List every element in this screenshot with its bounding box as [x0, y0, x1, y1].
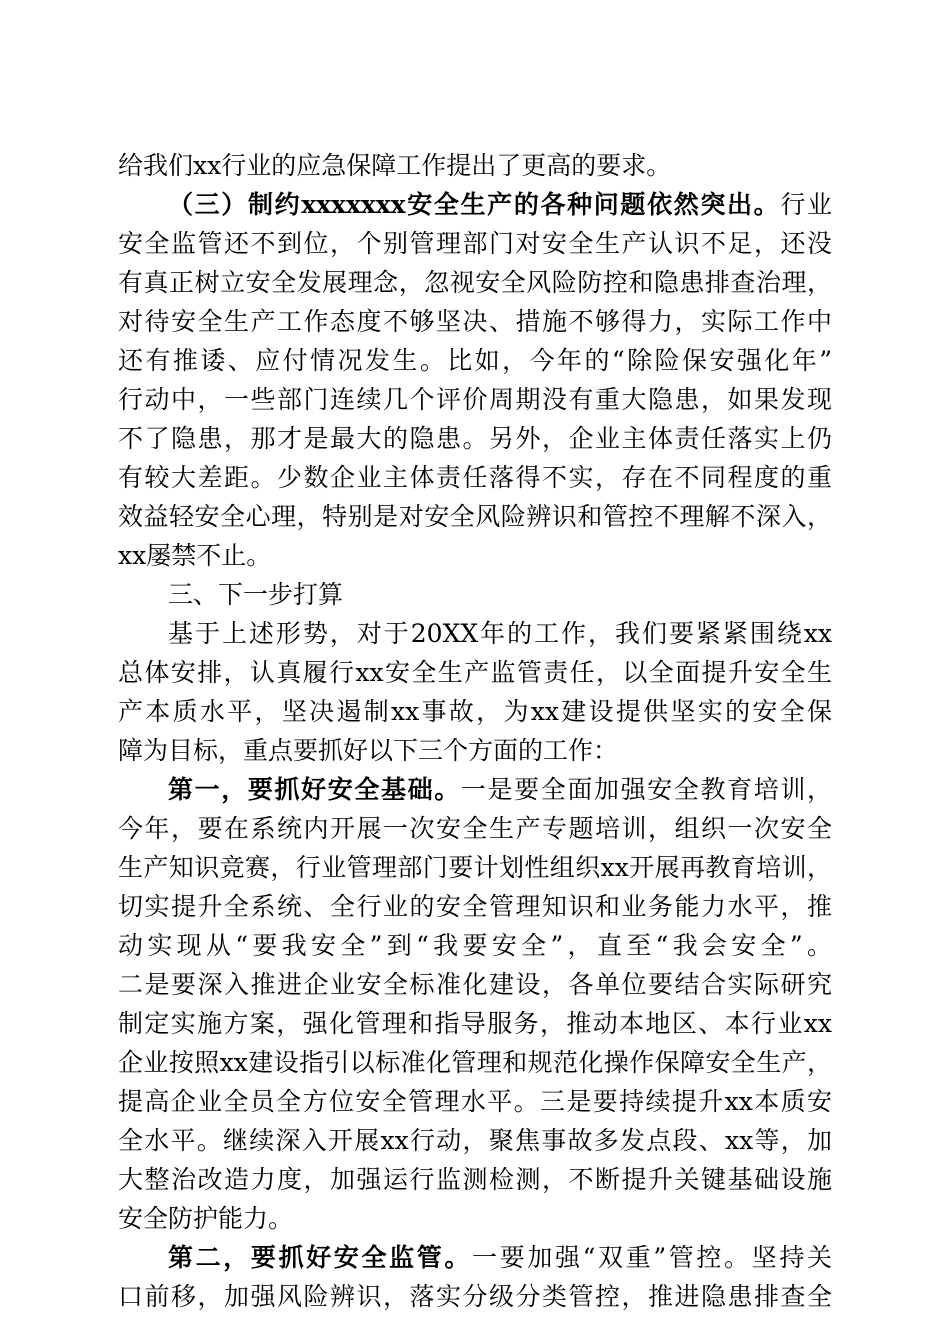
text-line: 二是要深入推进企业安全标准化建设，各单位要结合实际研究: [118, 970, 832, 999]
text-line: 安全防护能力。: [118, 1204, 294, 1233]
text-line: 有较大差距。少数企业主体责任落得不实，存在不同程度的重: [118, 463, 832, 492]
text-line: 生产知识竞赛，行业管理部门要计划性组织xx开展再教育培训，: [118, 853, 832, 882]
section-heading: 第一，要抓好安全基础。: [168, 775, 461, 804]
text-line: 切实提升全系统、全行业的安全管理知识和业务能力水平，推: [118, 892, 832, 921]
text-line: 总体安排，认真履行xx安全生产监管责任，以全面提升安全生: [118, 658, 832, 687]
text-line: 障为目标，重点要抓好以下三个方面的工作：: [118, 736, 619, 765]
text-line: 大整治改造力度，加强运行监测检测，不断提升关键基础设施: [118, 1165, 832, 1194]
text-line: 产本质水平，坚决遏制xx事故，为xx建设提供坚实的安全保: [118, 697, 832, 726]
text-line: 给我们xx行业的应急保障工作提出了更高的要求。: [118, 151, 672, 180]
text-line: 动实现从“要我安全”到“我要安全”，直至“我会安全”。: [118, 931, 832, 960]
text-line: 口前移，加强风险辨识，落实分级分类管控，推进隐患排查全: [118, 1282, 832, 1311]
text-line: 还有推诿、应付情况发生。比如，今年的“除险保安强化年”: [118, 346, 832, 375]
text-line: 安全监管还不到位，个别管理部门对安全生产认识不足，还没: [118, 229, 832, 258]
text-line: 不了隐患，那才是最大的隐患。另外，企业主体责任落实上仍: [118, 424, 832, 453]
section-heading: （三）制约xxxxxxx安全生产的各种问题依然突出。: [168, 190, 781, 219]
text-run: 行业: [780, 190, 832, 219]
section-heading: 第二，要抓好安全监管。: [168, 1243, 473, 1272]
text-line: [168, 187, 832, 223]
text-line: [168, 1240, 832, 1276]
text-line: 对待安全生产工作态度不够坚决、措施不够得力，实际工作中: [118, 307, 832, 336]
text-line: [168, 772, 832, 808]
text-line: 企业按照xx建设指引以标准化管理和规范化操作保障安全生产，: [118, 1048, 832, 1077]
section-title: 三、下一步打算: [168, 580, 344, 609]
text-line: 行动中，一些部门连续几个评价周期没有重大隐患，如果发现: [118, 385, 832, 414]
text-line: 提高企业全员全方位安全管理水平。三是要持续提升xx本质安: [118, 1087, 832, 1116]
text-line: 效益轻安全心理，特别是对安全风险辨识和管控不理解不深入，: [118, 502, 832, 531]
text-run: 一是要全面加强安全教育培训，: [460, 775, 832, 804]
text-line: 有真正树立安全发展理念，忽视安全风险防控和隐患排查治理，: [118, 268, 832, 297]
text-line: xx屡禁不止。: [118, 541, 272, 570]
text-line: 全水平。继续深入开展xx行动，聚焦事故多发点段、xx等，加: [118, 1126, 832, 1155]
text-line: 今年，要在系统内开展一次安全生产专题培训，组织一次安全: [118, 814, 832, 843]
text-run: 一要加强“双重”管控。坚持关: [472, 1243, 832, 1272]
text-line: 基于上述形势，对于20XX年的工作，我们要紧紧围绕xx: [168, 619, 832, 648]
text-line: 制定实施方案，强化管理和指导服务，推动本地区、本行业xx: [118, 1009, 832, 1038]
